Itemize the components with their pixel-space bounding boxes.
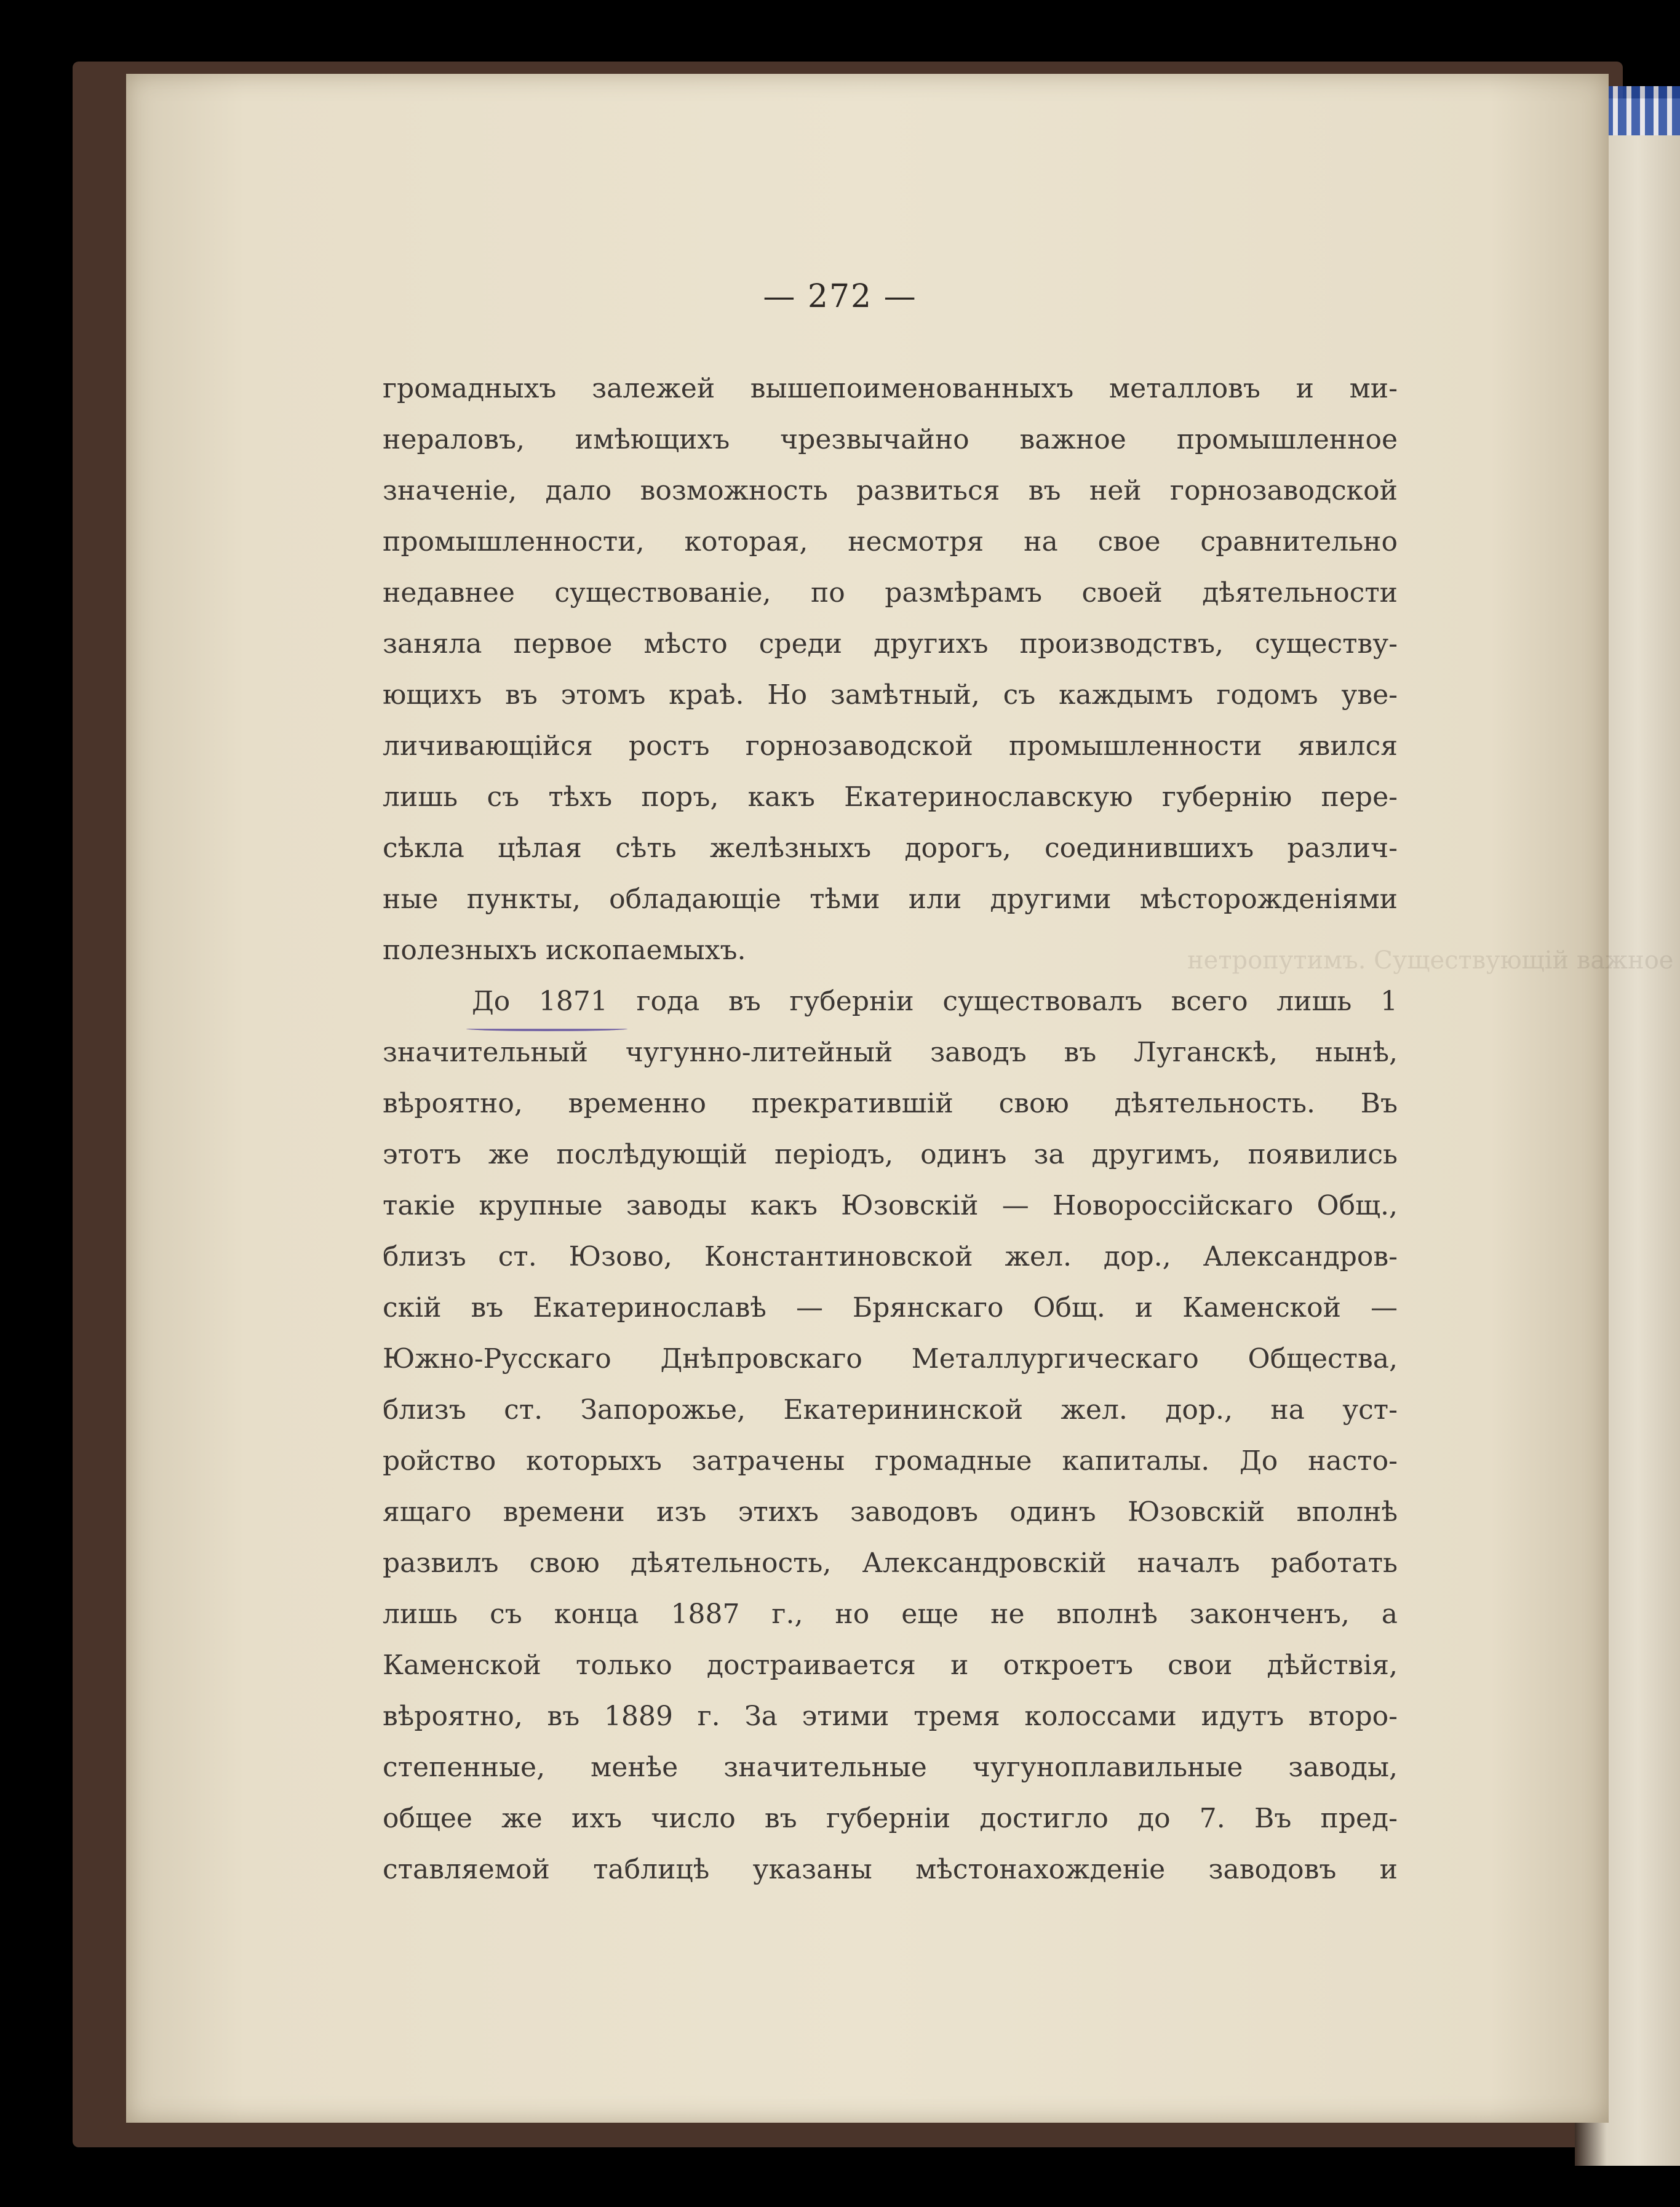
page-number: — 272 — xyxy=(763,278,917,315)
pen-underline-mark xyxy=(466,1026,627,1031)
text-line: близъ ст. Юзово, Константиновской жел. дор., Александров- xyxy=(383,1241,1398,1272)
text-line: ройство которыхъ затрачены громадные капиталы. До насто- xyxy=(383,1445,1398,1477)
text-line: полезныхъ ископаемыхъ. xyxy=(383,935,746,966)
text-line: сѣкла цѣлая сѣть желѣзныхъ дорогъ, соединившихъ различ- xyxy=(383,832,1398,864)
text-line: близъ ст. Запорожье, Екатерининской жел. дор., на уст- xyxy=(383,1394,1398,1426)
text-line: Каменской только достраивается и откроетъ свои дѣйствія, xyxy=(383,1650,1398,1681)
text-line: ные пункты, обладающіе тѣми или другими мѣсторожденіями xyxy=(383,884,1398,915)
bleed-through-text: нетропутимъ. Существующій важное xyxy=(1187,946,1674,975)
text-line: лишь съ тѣхъ поръ, какъ Екатеринославскую губернію пере- xyxy=(383,781,1398,813)
paragraph-start-line: До 1871 года въ губерніи существовалъ всего лишь 1 xyxy=(472,986,1398,1017)
text-line: промышленности, которая, несмотря на свое сравнительно xyxy=(383,526,1398,557)
text-line: громадныхъ залежей вышепоименованныхъ металловъ и ми- xyxy=(383,373,1398,404)
text-line: недавнее существованіе, по размѣрамъ своей дѣятельности xyxy=(383,577,1398,609)
text-line: развилъ свою дѣятельность, Александровскій началъ работать xyxy=(383,1547,1398,1579)
text-line: значительный чугунно-литейный заводъ въ Луганскѣ, нынѣ, xyxy=(383,1037,1398,1068)
text-line: вѣроятно, временно прекратившій свою дѣятельность. Въ xyxy=(383,1088,1398,1119)
text-line: ящаго времени изъ этихъ заводовъ одинъ Юзовскій вполнѣ xyxy=(383,1496,1398,1528)
text-line: степенные, менѣе значительные чугуноплавильные заводы, xyxy=(383,1752,1398,1783)
text-line: этотъ же послѣдующій періодъ, одинъ за другимъ, появились xyxy=(383,1139,1398,1170)
text-line: лишь съ конца 1887 г., но еще не вполнѣ законченъ, а xyxy=(383,1598,1398,1630)
text-line: общее же ихъ число въ губерніи достигло до 7. Въ пред- xyxy=(383,1803,1398,1834)
text-line: нераловъ, имѣющихъ чрезвычайно важное промышленное xyxy=(383,424,1398,455)
body-text xyxy=(383,363,1398,1895)
text-line: такіе крупные заводы какъ Юзовскій — Новороссійскаго Общ., xyxy=(383,1190,1398,1221)
text-line: вѣроятно, въ 1889 г. За этими тремя колоссами идутъ второ- xyxy=(383,1701,1398,1732)
text-line: личивающійся ростъ горнозаводской промышленности явился xyxy=(383,730,1398,762)
text-line: ставляемой таблицѣ указаны мѣстонахожденіе заводовъ и xyxy=(383,1854,1398,1885)
text-line: ющихъ въ этомъ краѣ. Но замѣтный, съ каждымъ годомъ уве- xyxy=(383,679,1398,711)
text-line: скій въ Екатеринославѣ — Брянскаго Общ. и Каменской — xyxy=(383,1292,1398,1323)
text-line: заняла первое мѣсто среди другихъ производствъ, существу- xyxy=(383,628,1398,660)
text-line: значеніе, дало возможность развиться въ ней горнозаводской xyxy=(383,475,1398,506)
text-line: Южно-Русскаго Днѣпровскаго Металлургическаго Общества, xyxy=(383,1343,1398,1375)
